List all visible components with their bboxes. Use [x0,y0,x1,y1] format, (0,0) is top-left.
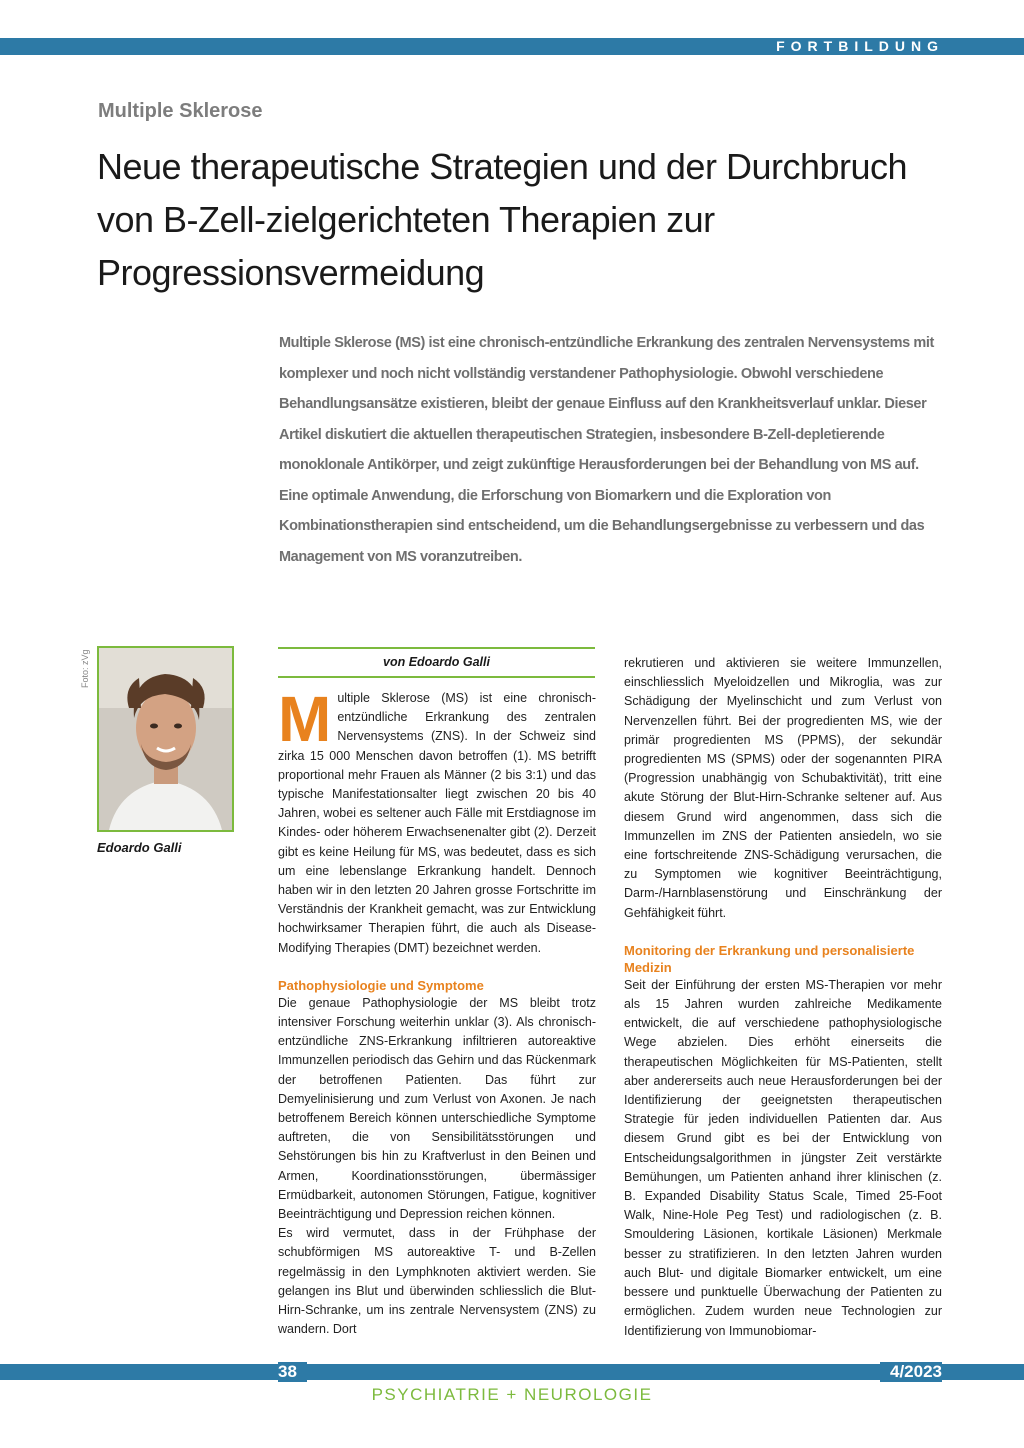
body-paragraph: Die genaue Pathophysiologie der MS bleibt trotz intensiver Forschung weiterhin unklar (3). Als chronisch-entzündliche ZNS-Erkrankung infiltrieren autoreaktive Immunzellen periodisch das Gehirn und das Rückenmark der betroffenen Patienten. Das führt zur Demyelinisierung und zum Verlust von Axonen. Je nach betroffenem Bereich können unterschiedliche Symptome auftreten, die von Sensibilitätsstörungen und Sehstörungen bis hin zu Kraftverlust in den Beinen und Armen, Koordinationsstörungen, übermässiger Ermüdbarkeit, autonomen Störungen, Fatigue, kognitiver Beeinträchtigung und Depression reichen können. [278,995,596,1222]
drop-cap: M [278,683,332,755]
footer-bar [0,1364,1024,1380]
section-heading-monitoring: Monitoring der Erkrankung und personalisierte Medizin [624,942,915,975]
article-lead: Multiple Sklerose (MS) ist eine chronisch-entzündliche Erkrankung des zentralen Nervensystems mit komplexer und noch nicht vollständig verstandener Pathophysiologie. Obwohl verschiedene Behandlungsansätze existieren, bleibt der genaue Einfluss auf den Krankheitsverlauf unklar. Dieser Artikel diskutiert die aktuellen therapeutischen Strategien, insbesondere B-Zell-depletierende monoklonale Antikörper, und zeigt zukünftige Herausforderungen bei der Behandlung von MS auf. Eine optimale Anwendung, die Erforschung von Biomarkern und die Exploration von Kombinationstherapien sind entscheidend, um die Behandlungsergebnisse zu verbessern und das Management von MS voranzutreiben. [279,335,934,565]
byline: von Edoardo Galli [383,655,490,669]
byline-divider-bottom [278,676,595,678]
issue-number: 4/2023 [880,1362,942,1382]
article-title: Neue therapeutische Strategien und der Durchbruch von B-Zell-zielgerichteten Therapien zur Progressionsvermeidung [97,146,908,293]
intro-text: ultiple Sklerose (MS) ist eine chronisch-entzündliche Erkrankung des zentralen Nervensystems (ZNS). In der Schweiz sind zirka 15 000 Menschen davon betroffen (1). MS betrifft proportional mehr Frauen als Männer (2 bis 3:1) und das typische Manifestationsalter liegt zwischen 20 bis 40 Jahren, wobei es seltener auch Fälle mit Erstdiagnose im Kindes- oder höherem Erwachsenenalter gibt (2). Derzeit gibt es keine Heilung für MS, was bedeutet, dass es sich um eine lebenslange Erkrankung handelt. Dennoch haben wir in den letzten 20 Jahren grosse Fortschritte im Verständnis der Krankheit gemacht, was zur Entwicklung hochwirksamer Therapien führt, die auch als Disease-Modifying Therapies (DMT) bezeichnet werden. [278,691,596,955]
body-column-left [278,683,596,1340]
article-kicker: Multiple Sklerose [98,100,263,122]
journal-name: PSYCHIATRIE + NEUROLOGIE [371,1385,653,1404]
page-number: 38 [278,1362,307,1382]
body-column-right [624,654,942,1341]
author-photo [97,646,234,832]
author-portrait-image [99,648,232,830]
section-heading-pathophysiologie: Pathophysiologie und Symptome [278,977,484,993]
photo-credit: Foto: zVg [80,649,90,688]
byline-divider-top [278,647,595,649]
section-label: FORTBILDUNG [766,38,944,55]
photo-caption: Edoardo Galli [97,840,182,855]
intro-paragraph [278,683,596,958]
body-paragraph: Seit der Einführung der ersten MS-Therapien vor mehr als 15 Jahren wurden zahlreiche Medikamente entwickelt, die auf verschiedene pathophysiologische Wege abzielen. Dies erhöht einerseits die therapeutischen Möglichkeiten für MS-Patienten, stellt aber andererseits auch neue Herausforderungen bei der Identifizierung der geeignetsten therapeutischen Strategie für jeden individuellen Patienten dar. Aus diesem Grund gibt es bei der Entwicklung von Entscheidungsalgorithmen in jüngster Zeit verstärkte Bemühungen, um Patienten anhand ihrer klinischen (z. B. Expanded Disability Status Scale, Timed 25-Foot Walk, Nine-Hole Peg Test) und radiologischen (z. B. Smouldering Läsionen, kortikale Läsionen) Merkmale besser zu stratifizieren. In den letzten Jahren wurden auch Blut- und digitale Biomarker entwickelt, um eine bessere und punktuelle Überwachung der Patienten zu ermöglichen. Zudem wurden neue Technologien zur Identifizierung von Immunobiomar- [624,977,942,1338]
body-paragraph: Es wird vermutet, dass in der Frühphase der schubförmigen MS autoreaktive T- und B-Zellen regelmässig in den Lymphknoten aktiviert werden. Sie gelangen ins Blut und überwinden schliesslich die Blut-Hirn-Schranke, um ins zentrale Nervensystem (ZNS) zu wandern. Dort [278,1226,596,1337]
body-paragraph: rekrutieren und aktivieren sie weitere Immunzellen, einschliesslich Myeloidzellen und Mikroglia, was zur Schädigung der Myelinschicht und zum Verlust von Nervenzellen führt. Bei der progredienten MS, wie der primär progredienten MS (PPMS), der sekundär progredienten MS (SPMS) oder der sogenannten PIRA (Progression unabhängig von Schubaktivität), tritt eine akute Störung der Blut-Hirn-Schranke seltener auf. Aus diesem Grund wird angenommen, dass sich die Immunzellen im ZNS der Patienten ansiedeln, wo sie eine fortschreitende ZNS-Schädigung verursachen, die zu Symptomen wie kognitiver Beeinträchtigung, Darm-/Harnblasenstörung und Einschränkung der Gehfähigkeit führt. [624,656,942,920]
